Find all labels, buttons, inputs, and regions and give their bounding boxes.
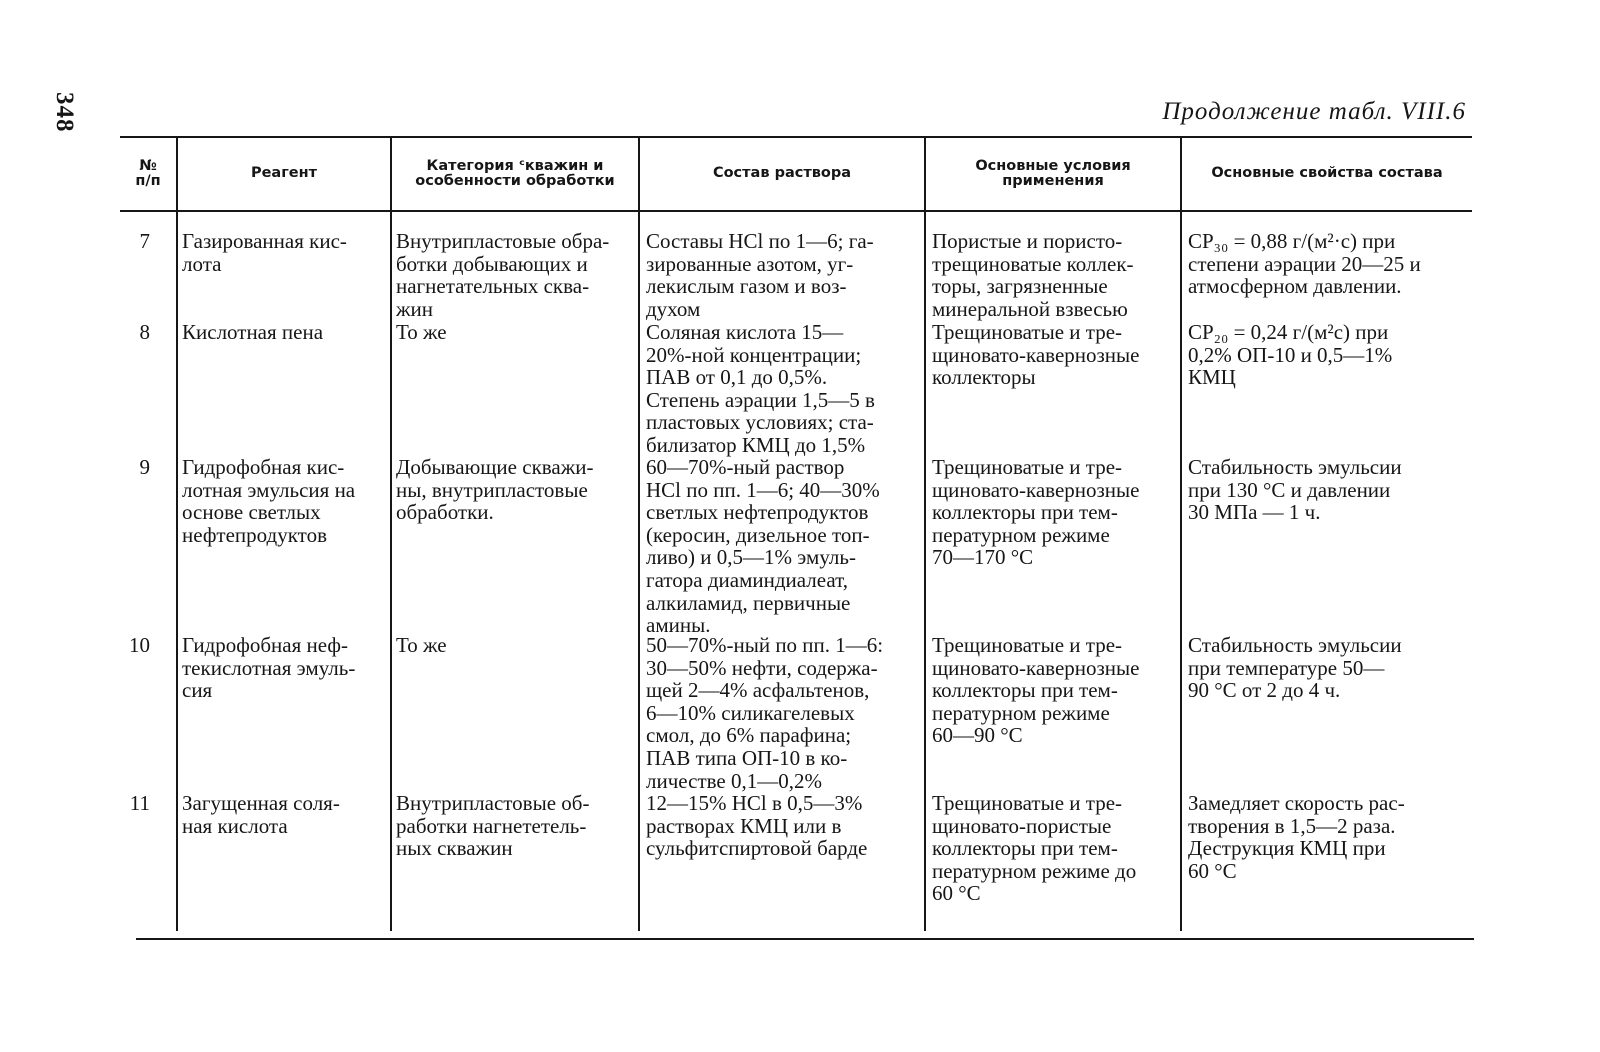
header-number: № п/п: [135, 157, 161, 189]
column-divider-4: [924, 138, 926, 931]
column-divider-1: [176, 138, 178, 931]
table-bottom-rule: [136, 938, 1474, 940]
row-7-reagent: Газированная кис- лота: [182, 229, 347, 276]
column-divider-3: [638, 138, 640, 931]
column-divider-5: [1180, 138, 1182, 931]
row-8-reagent: Кислотная пена: [182, 320, 324, 344]
header-conditions: Основные условия применения: [975, 157, 1131, 189]
row-10-category: То же: [396, 633, 447, 657]
row-11-properties: Замедляет скорость рас- творения в 1,5—2 раза. Деструкция КМЦ при 60 °С: [1188, 791, 1405, 883]
row-9-conditions: Трещиноватые и тре- щиновато-кавернозные коллекторы при тем- пературном режиме 70—170 °С: [932, 455, 1140, 570]
row-11-conditions: Трещиноватые и тре- щиновато-пористые коллекторы при тем- пературном режиме до 60 °С: [932, 791, 1137, 906]
header-category: Категория ᶜкважин и особенности обработки: [415, 157, 615, 189]
header-composition: Состав раствора: [712, 165, 852, 182]
header-reagent: Реагент: [250, 165, 318, 182]
page-number: 348: [51, 92, 78, 133]
row-10-reagent: Гидрофобная неф- текислотная эмуль- сия: [182, 633, 356, 703]
row-8-conditions: Трещиноватые и тре- щиновато-кавернозные коллекторы: [932, 320, 1140, 390]
row-7-composition: Составы HCl по 1—6; га- зированные азотом, уг- лекислым газом и воз- духом: [646, 229, 874, 321]
row-9-number: 9: [139, 455, 150, 479]
column-divider-2: [390, 138, 392, 931]
row-11-category: Внутрипластовые об- работки нагнететель- ных скважин: [396, 791, 590, 861]
row-10-number: 10: [129, 633, 150, 657]
row-10-properties: Стабильность эмульсии при температуре 50— 90 °С от 2 до 4 ч.: [1188, 633, 1402, 703]
row-7-conditions: Пористые и пористо- трещиноватые коллек- торы, загрязненные минеральной взвесью: [932, 229, 1134, 321]
row-7-category: Внутрипластовые обра- ботки добывающих и нагнетательных сква- жин: [396, 229, 610, 321]
header-properties: Основные свойства состава: [1211, 165, 1443, 182]
row-11-reagent: Загущенная соля- ная кислота: [182, 791, 340, 838]
row-8-number: 8: [139, 320, 150, 344]
row-9-reagent: Гидрофобная кис- лотная эмульсия на основе светлых нефтепродуктов: [182, 455, 356, 547]
table-top-rule: [120, 136, 1472, 138]
row-7-properties: CP₃₀ = 0,88 г/(м²·с) при степени аэрации 20—25 и атмосферном давлении.: [1188, 229, 1421, 299]
row-10-composition: 50—70%-ный по пп. 1—6: 30—50% нефти, содержа- щей 2—4% асфальтенов, 6—10% силикагелевых смол, до 6% парафина; ПАВ типа ОП-10 в ко- личестве 0,1—0,2%: [646, 633, 884, 793]
row-9-properties: Стабильность эмульсии при 130 °С и давлении 30 МПа — 1 ч.: [1188, 455, 1402, 525]
table-caption: Продолжение табл. VIII.6: [1162, 98, 1466, 125]
row-9-category: Добывающие скважи- ны, внутрипластовые обработки.: [396, 455, 594, 525]
table-header-rule: [120, 210, 1472, 212]
row-11-number: 11: [129, 791, 150, 815]
row-9-composition: 60—70%-ный раствор HCl по пп. 1—6; 40—30% светлых нефтепродуктов (керосин, дизельное топ- ливо) и 0,5—1% эмуль- гатора диаминдиалеат, алкиламид, первичные амины.: [646, 455, 880, 638]
row-11-composition: 12—15% HCl в 0,5—3% растворах КМЦ или в сульфитспиртовой барде: [646, 791, 868, 861]
row-8-composition: Соляная кислота 15— 20%-ной концентрации; ПАВ от 0,1 до 0,5%. Степень аэрации 1,5—5 в пластовых условиях; ста- билизатор КМЦ до 1,5%: [646, 320, 875, 457]
row-10-conditions: Трещиноватые и тре- щиновато-кавернозные коллекторы при тем- пературном режиме 60—90 °С: [932, 633, 1140, 748]
row-7-number: 7: [139, 229, 150, 253]
row-8-properties: CP₂₀ = 0,24 г/(м²с) при 0,2% ОП-10 и 0,5—1% КМЦ: [1188, 320, 1393, 390]
row-8-category: То же: [396, 320, 447, 344]
